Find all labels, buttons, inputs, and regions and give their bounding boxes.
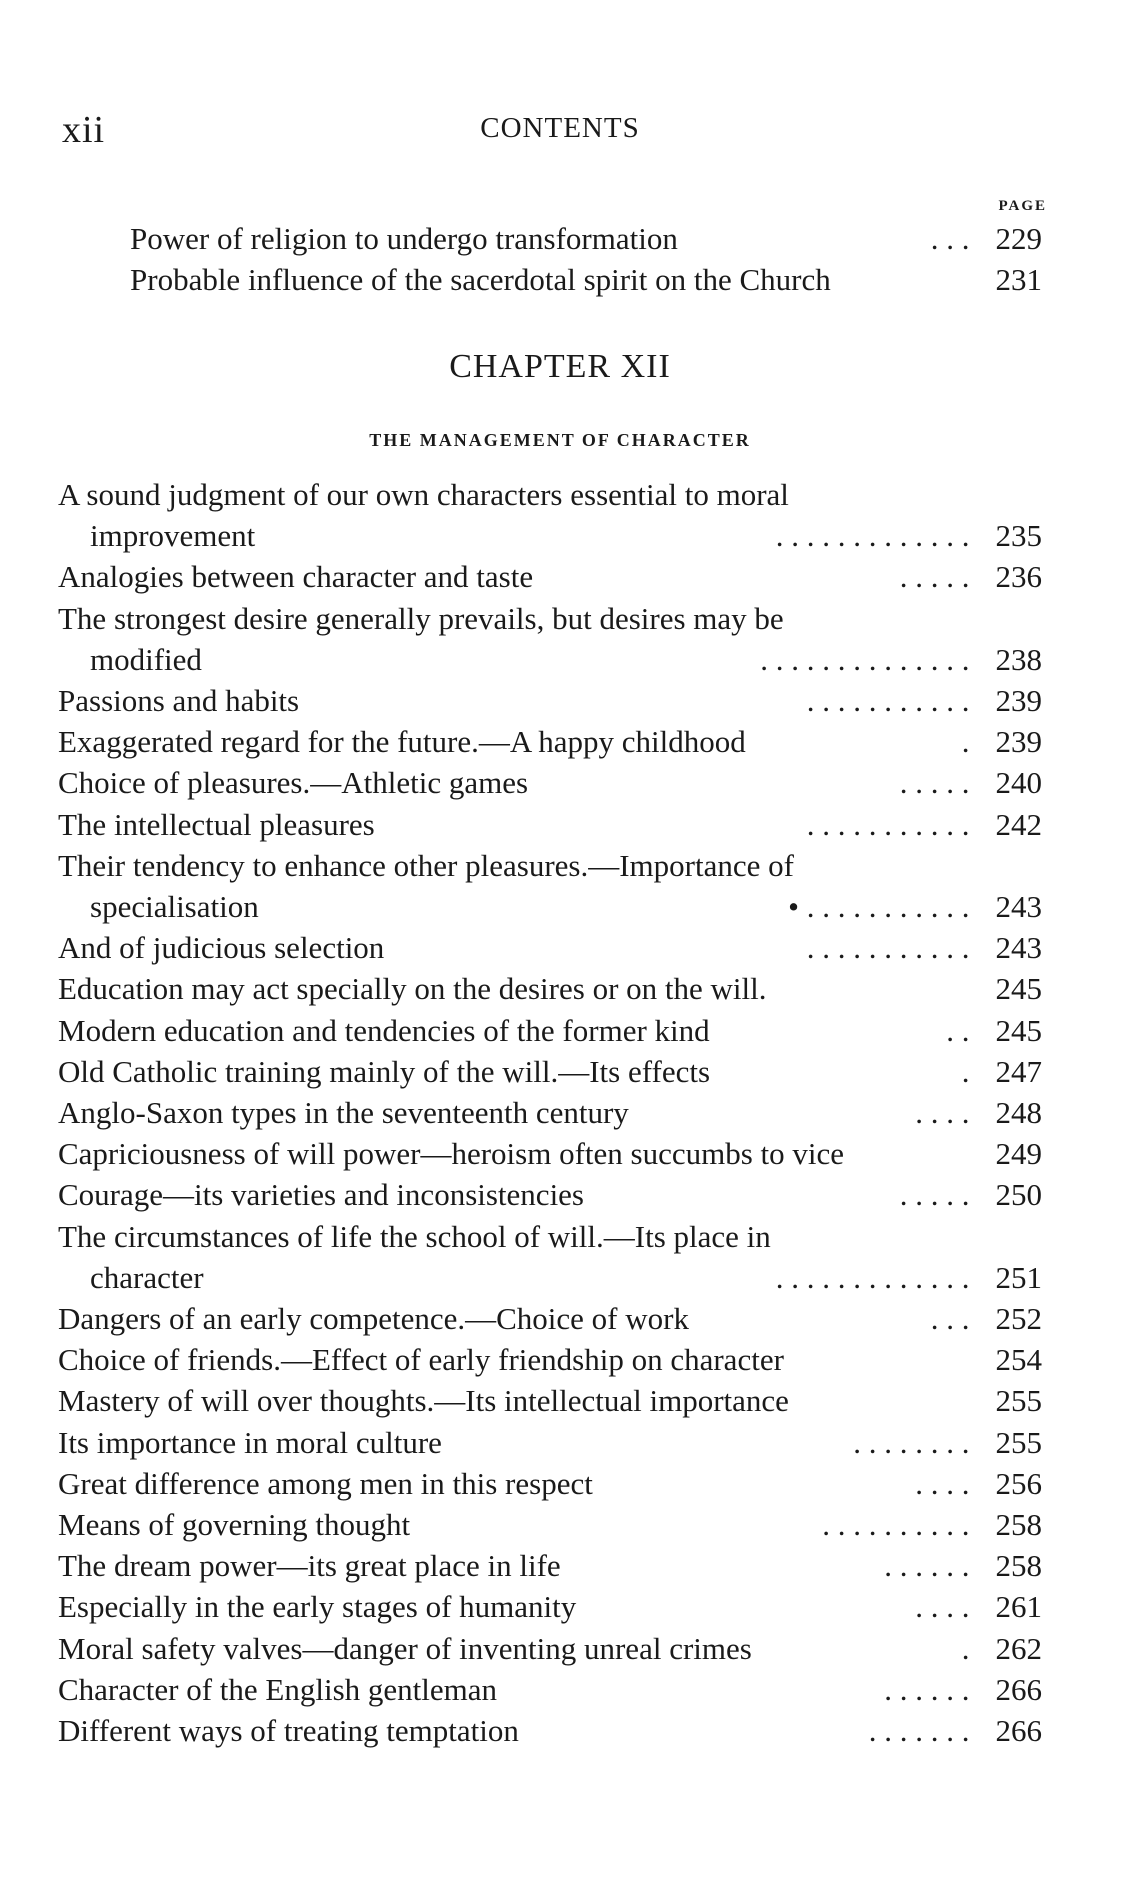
entry-page-number: 255 bbox=[995, 1424, 1042, 1460]
toc-entry bbox=[90, 515, 1042, 556]
entry-text: specialisation bbox=[90, 889, 259, 924]
entry-text: Different ways of treating temptation bbox=[58, 1713, 519, 1748]
entry-page-number: 266 bbox=[995, 1713, 1042, 1748]
toc-entry bbox=[58, 1628, 1042, 1669]
entry-page-number: 236 bbox=[995, 559, 1042, 595]
toc-entry bbox=[58, 762, 1042, 803]
entry-text: Courage—its varieties and inconsistencies bbox=[58, 1177, 585, 1213]
dot-leader: . . . . . . . . . . . bbox=[806, 806, 970, 842]
entry-text: Anglo-Saxon types in the seventeenth century bbox=[58, 1095, 629, 1130]
running-head: CONTENTS bbox=[480, 112, 640, 144]
dot-leader: . . . . . bbox=[899, 1177, 970, 1213]
dot-leader: . . . . . . . . . . bbox=[822, 1507, 970, 1542]
page-column-label: PAGE bbox=[998, 198, 1047, 214]
entry-text: The circumstances of life the school of will.—Its place in bbox=[58, 1218, 771, 1254]
entry-page-number: 235 bbox=[995, 518, 1042, 554]
entry-page-number: 251 bbox=[995, 1259, 1042, 1295]
toc-entry bbox=[58, 927, 1042, 968]
entry-text: Choice of pleasures.—Athletic games bbox=[58, 765, 529, 801]
entry-text: The strongest desire generally prevails, but desires may be bbox=[58, 600, 784, 636]
dot-leader: . . . . . . . . . . . . . . bbox=[760, 641, 970, 677]
entry-page-number: 242 bbox=[995, 806, 1042, 842]
entry-text: modified bbox=[90, 641, 202, 677]
toc-entry bbox=[58, 1339, 1042, 1380]
entry-text: The intellectual pleasures bbox=[58, 806, 375, 842]
entry-text: Choice of friends.—Effect of early friendship on character bbox=[58, 1342, 784, 1378]
entry-page-number: 255 bbox=[995, 1383, 1042, 1419]
entry-text: Their tendency to enhance other pleasures.—Importance of bbox=[58, 847, 794, 883]
entry-page-number: 261 bbox=[995, 1589, 1042, 1625]
entry-text: The dream power—its great place in life bbox=[58, 1548, 561, 1584]
dot-leader: . . bbox=[946, 1012, 970, 1048]
entry-text: Mastery of will over thoughts.—Its intellectual importance bbox=[58, 1383, 789, 1419]
entry-page-number: 258 bbox=[995, 1507, 1042, 1542]
toc-entry bbox=[58, 680, 1042, 721]
toc-entry bbox=[58, 1586, 1042, 1627]
dot-leader: . . . . . . . . . . . bbox=[806, 930, 970, 966]
dot-leader: . . . bbox=[930, 221, 970, 256]
entry-page-number: 252 bbox=[995, 1301, 1042, 1336]
toc-entry-first-line bbox=[58, 474, 1042, 515]
entry-page-number: 245 bbox=[995, 971, 1042, 1007]
dot-leader: . . . . bbox=[915, 1095, 970, 1130]
toc-entry bbox=[90, 639, 1042, 680]
dot-leader: . . . . . . . . . . . . . bbox=[775, 1259, 970, 1295]
page-number: xii bbox=[62, 109, 106, 151]
toc-entry-first-line bbox=[58, 598, 1042, 639]
toc-entry bbox=[58, 721, 1042, 762]
entry-text: Great difference among men in this respect bbox=[58, 1465, 593, 1501]
entry-page-number: 250 bbox=[995, 1177, 1042, 1213]
toc-entry bbox=[58, 1422, 1042, 1463]
dot-leader: . bbox=[961, 724, 970, 760]
entry-page-number: 248 bbox=[995, 1095, 1042, 1130]
entry-text: Dangers of an early competence.—Choice of work bbox=[58, 1301, 689, 1336]
entry-text: Education may act specially on the desires or on the will. bbox=[58, 971, 767, 1007]
entry-page-number: 239 bbox=[995, 724, 1042, 760]
entry-text: Moral safety valves—danger of inventing unreal crimes bbox=[58, 1630, 752, 1666]
dot-leader: . . . . . bbox=[899, 765, 970, 801]
entry-page-number: 243 bbox=[995, 889, 1042, 924]
dot-leader: . . . . . . . . bbox=[853, 1424, 970, 1460]
toc-entry bbox=[58, 1133, 1042, 1174]
toc-entry bbox=[58, 1669, 1042, 1710]
toc-entry bbox=[58, 1380, 1042, 1421]
chapter-subtitle: THE MANAGEMENT OF CHARACTER bbox=[369, 430, 751, 450]
toc-entry bbox=[58, 804, 1042, 845]
entry-page-number: 231 bbox=[995, 262, 1042, 298]
toc-entry bbox=[58, 968, 1042, 1009]
toc-entry bbox=[90, 1257, 1042, 1298]
dot-leader: • . . . . . . . . . . . bbox=[788, 889, 970, 924]
entry-text: Especially in the early stages of humanity bbox=[58, 1589, 577, 1625]
dot-leader: . . . bbox=[930, 1301, 970, 1336]
entry-text: improvement bbox=[90, 518, 256, 554]
toc-entry bbox=[58, 1174, 1042, 1215]
dot-leader: . . . . . . . bbox=[868, 1713, 970, 1748]
entry-page-number: 266 bbox=[995, 1671, 1042, 1707]
toc-entry bbox=[58, 1092, 1042, 1133]
entry-text: Probable influence of the sacerdotal spirit on the Church bbox=[130, 262, 831, 298]
entry-text: Character of the English gentleman bbox=[58, 1671, 498, 1707]
chapter-heading: CHAPTER XII bbox=[449, 348, 671, 385]
entry-text: Power of religion to undergo transformation bbox=[130, 221, 678, 256]
dot-leader: . . . . . . . . . . . bbox=[806, 683, 970, 718]
dot-leader: . . . . . bbox=[899, 559, 970, 595]
dot-leader: . . . . . . bbox=[884, 1548, 970, 1584]
entry-text: Analogies between character and taste bbox=[58, 559, 534, 595]
toc-entry bbox=[130, 259, 1042, 300]
toc-entry bbox=[130, 218, 1042, 259]
entry-text: And of judicious selection bbox=[58, 930, 385, 966]
toc-entry-first-line bbox=[58, 845, 1042, 886]
entry-page-number: 245 bbox=[995, 1012, 1042, 1048]
entry-page-number: 249 bbox=[995, 1136, 1042, 1172]
entry-page-number: 229 bbox=[995, 221, 1042, 256]
toc-entry bbox=[58, 1545, 1042, 1586]
dot-leader: . . . . bbox=[915, 1465, 970, 1501]
toc-entry bbox=[58, 1463, 1042, 1504]
entry-text: character bbox=[90, 1259, 204, 1295]
entry-text: Its importance in moral culture bbox=[58, 1424, 442, 1460]
dot-leader: . . . . . . . . . . . . . bbox=[775, 518, 970, 554]
dot-leader: . . . . . . bbox=[884, 1671, 970, 1707]
entry-page-number: 256 bbox=[995, 1465, 1042, 1501]
toc-entry-first-line bbox=[58, 1216, 1042, 1257]
toc-entry bbox=[58, 1298, 1042, 1339]
entry-text: Modern education and tendencies of the former kind bbox=[58, 1012, 710, 1048]
entry-text: Old Catholic training mainly of the will.—Its effects bbox=[58, 1053, 711, 1089]
entry-text: Means of governing thought bbox=[58, 1507, 411, 1542]
entry-text: Exaggerated regard for the future.—A happy childhood bbox=[58, 724, 746, 760]
entry-page-number: 238 bbox=[995, 641, 1042, 677]
toc-entry bbox=[58, 1710, 1042, 1751]
entry-page-number: 262 bbox=[995, 1630, 1042, 1666]
toc-entry bbox=[58, 1051, 1042, 1092]
entry-page-number: 240 bbox=[995, 765, 1042, 801]
toc-entry bbox=[90, 886, 1042, 927]
entry-page-number: 247 bbox=[995, 1053, 1042, 1089]
entry-page-number: 243 bbox=[995, 930, 1042, 966]
toc-entry bbox=[58, 1010, 1042, 1051]
toc-entry bbox=[58, 556, 1042, 597]
dot-leader: . bbox=[961, 1053, 970, 1089]
entry-page-number: 254 bbox=[995, 1342, 1042, 1378]
entry-text: A sound judgment of our own characters essential to moral bbox=[58, 477, 789, 512]
dot-leader: . . . . bbox=[915, 1589, 970, 1625]
entry-text: Capriciousness of will power—heroism often succumbs to vice bbox=[58, 1136, 845, 1172]
entry-page-number: 239 bbox=[995, 683, 1042, 718]
toc-entry bbox=[58, 1504, 1042, 1545]
entry-page-number: 258 bbox=[995, 1548, 1042, 1584]
dot-leader: . bbox=[961, 1630, 970, 1666]
entry-text: Passions and habits bbox=[58, 683, 300, 718]
